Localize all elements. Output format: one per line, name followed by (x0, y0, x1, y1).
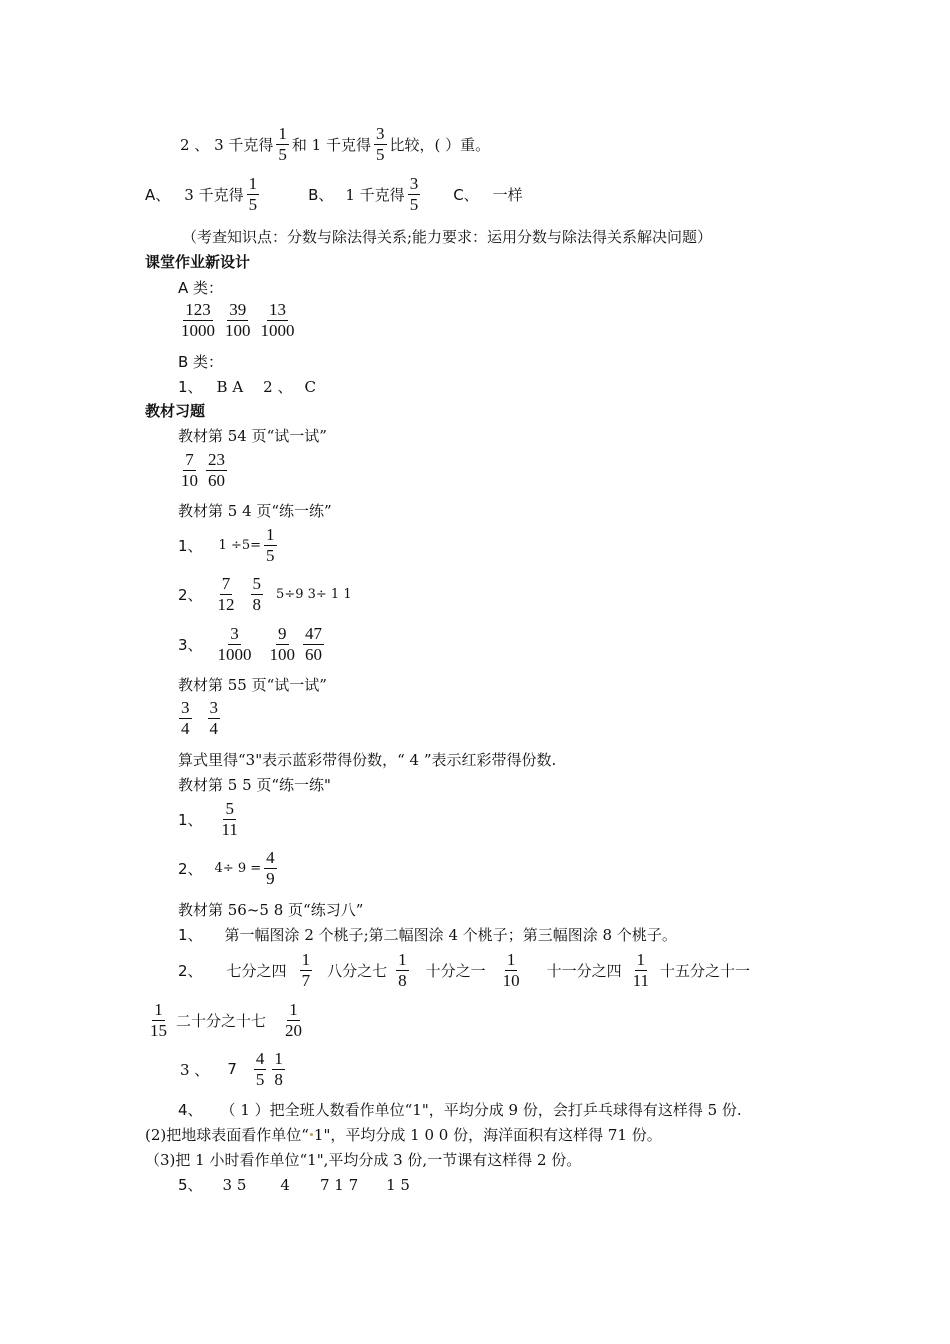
fraction: $\frac{1}{8}$ (274, 1049, 283, 1089)
question-2 (180, 124, 490, 164)
fraction: $\frac{39}{100}$ (225, 300, 251, 340)
exercise-2-continued: $\frac{1}{15}$ 二十分之十七 $\frac{1}{20}$ (150, 1000, 303, 1040)
p55-item-2: 2、 4÷ 9 = $\frac{4}{9}$ (178, 848, 275, 888)
p55-try-heading: 教材第 55 页“试一试” (178, 676, 327, 694)
fraction: $\frac{123}{1000}$ (181, 300, 215, 340)
fraction: $\frac{1}{5}$ (266, 525, 275, 565)
fraction: $\frac{3}{5}$ (376, 124, 385, 164)
fraction: $\frac{47}{60}$ (305, 624, 323, 664)
b-class-answer: 1、 B A 2 、 C (178, 377, 316, 396)
p54-practice-heading: 教材第 5 4 页“练一练” (178, 502, 332, 520)
fraction: $\frac{1}{15}$ (150, 1000, 167, 1040)
textbook-heading: 教材习题 (145, 402, 206, 420)
option-a-fraction: $\frac{1}{5}$ (248, 174, 258, 214)
exercise-5: 5、 3 5 4 7 1 7 1 5 (178, 1175, 410, 1194)
fraction: $\frac{7}{12}$ (217, 574, 235, 614)
fraction: $\frac{7}{10}$ (181, 450, 198, 490)
answer-options (145, 174, 523, 214)
p55-practice-heading: 教材第 5 5 页“练一练" (178, 776, 331, 794)
p55-item-1: 1、 $\frac{5}{11}$ (178, 799, 238, 839)
p54-item-3: 3、 $\frac{3}{1000}$ $\frac{9}{100}$ $\frac{47}{60}$ (178, 624, 323, 664)
p54-item-1: 1、 1 ÷5= $\frac{1}{5}$ (178, 525, 275, 565)
a-class-label: A 类： (178, 279, 224, 297)
option-b-fraction: $\frac{3}{5}$ (409, 174, 419, 214)
fraction: $\frac{3}{4}$ (181, 698, 190, 738)
question-text: 和 1 千克得 (291, 135, 371, 154)
fraction: $\frac{1}{8}$ (398, 950, 407, 990)
exercise-3: 3 、 7 $\frac{4}{5}$ $\frac{1}{8}$ (180, 1049, 283, 1089)
option-a-text: 3 千克得 (184, 185, 244, 204)
exercise-4-line-3: （3)把 1 小时看作单位“1",平均分成 3 份,一节课有这样得 2 份。 (145, 1151, 582, 1169)
fraction: $\frac{3}{4}$ (209, 698, 218, 738)
fraction: $\frac{4}{9}$ (266, 848, 275, 888)
option-b-label: B、 (308, 185, 334, 204)
p55-explanation: 算式里得“3"表示蓝彩带得份数，“ 4 ”表示红彩带得份数. (178, 751, 557, 769)
fraction: $\frac{1}{10}$ (502, 950, 520, 990)
exercise-2: 2、 七分之四 $\frac{1}{7}$ 八分之七 $\frac{1}{8}$ 十分之一 $\frac{1}{10}$ 十一分之四 $\frac{1}{11}$ 十五分之十一 (178, 950, 750, 990)
fraction: $\frac{3}{1000}$ (217, 624, 252, 664)
stray-mark (310, 1133, 313, 1136)
fraction: $\frac{1}{5}$ (278, 124, 287, 164)
option-c-text: 一样 (492, 185, 523, 204)
p54-try-heading: 教材第 54 页“试一试” (178, 427, 327, 445)
p55-try-fractions (176, 698, 223, 738)
fraction: $\frac{5}{11}$ (221, 799, 238, 839)
a-class-fractions (176, 300, 300, 340)
option-a-label: A、 (145, 185, 171, 204)
exercise-1: 1、 第一幅图涂 2 个桃子;第二幅图涂 4 个桃子；第三幅图涂 8 个桃子。 (178, 926, 677, 944)
option-b-text: 1 千克得 (345, 185, 405, 204)
fraction: $\frac{23}{60}$ (208, 450, 225, 490)
fraction: $\frac{13}{1000}$ (260, 300, 295, 340)
fraction: $\frac{5}{8}$ (252, 574, 262, 614)
p54-item-2: 2、 $\frac{7}{12}$ $\frac{5}{8}$ 5÷9 3÷ 1 1 (178, 574, 352, 614)
p56-heading: 教材第 56~5 8 页“练习八” (178, 901, 364, 919)
fraction: $\frac{9}{100}$ (269, 624, 296, 664)
fraction: $\frac{4}{5}$ (255, 1049, 265, 1089)
question-text: 2 、 3 千克得 (180, 135, 274, 154)
fraction: $\frac{1}{11}$ (632, 950, 649, 990)
knowledge-note: （考查知识点：分数与除法得关系;能力要求：运用分数与除法得关系解决问题） (182, 228, 713, 246)
exercise-4-line-2: (2)把地球表面看作单位“ 1"，平均分成 1 0 0 份，海洋面积有这样得 71 份。 (145, 1126, 662, 1144)
p54-try-fractions (176, 450, 230, 490)
question-text: 比较，( ）重。 (389, 135, 491, 154)
fraction: $\frac{1}{7}$ (301, 950, 311, 990)
classwork-heading: 课堂作业新设计 (145, 253, 251, 271)
fraction: $\frac{1}{20}$ (285, 1000, 303, 1040)
option-c-label: C、 (453, 185, 479, 204)
exercise-4-line-1: 4、 （ 1 ）把全班人数看作单位“1"，平均分成 9 份，会打乒乓球得有这样得 5 份. (178, 1101, 742, 1119)
b-class-label: B 类： (178, 353, 224, 371)
